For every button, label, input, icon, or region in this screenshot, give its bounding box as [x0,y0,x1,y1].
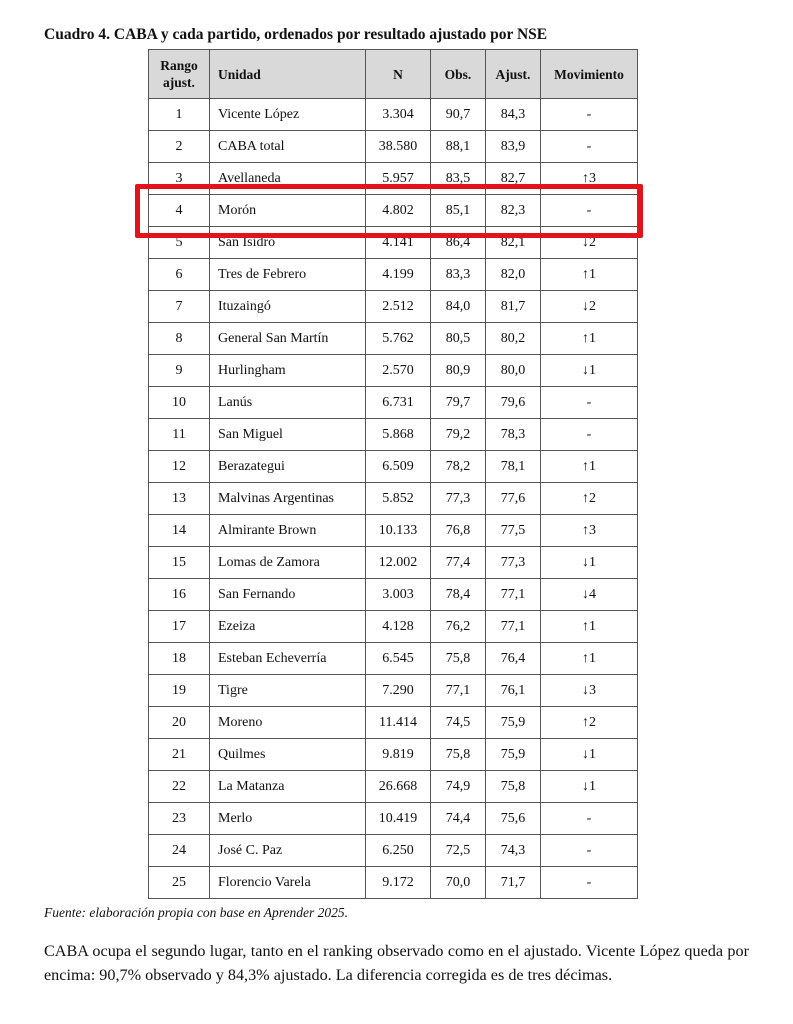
cell-move: ↑2 [541,707,638,739]
cell-adj: 78,3 [486,419,541,451]
cell-move: ↑1 [541,643,638,675]
table-row [149,739,638,771]
cell-adj: 78,1 [486,451,541,483]
cell-n: 10.133 [366,515,431,547]
cell-rank: 11 [149,419,210,451]
cell-move: ↑1 [541,259,638,291]
cell-n: 3.304 [366,99,431,131]
cell-adj: 82,7 [486,163,541,195]
table-row [149,259,638,291]
cell-obs: 90,7 [431,99,486,131]
table-row [149,675,638,707]
table-row [149,131,638,163]
header-adj: Ajust. [486,50,541,99]
cell-unit: Morón [210,195,366,227]
table-row [149,99,638,131]
cell-adj: 77,6 [486,483,541,515]
table-row [149,227,638,259]
cell-unit: San Fernando [210,579,366,611]
cell-n: 7.290 [366,675,431,707]
cell-move: ↑3 [541,515,638,547]
cell-unit: Lomas de Zamora [210,547,366,579]
cell-obs: 77,4 [431,547,486,579]
cell-rank: 16 [149,579,210,611]
table-row [149,355,638,387]
cell-n: 12.002 [366,547,431,579]
table-row [149,387,638,419]
cell-obs: 85,1 [431,195,486,227]
header-rank-line1: Rango [160,58,198,73]
table-row [149,195,638,227]
cell-move: ↑3 [541,163,638,195]
cell-unit: Hurlingham [210,355,366,387]
table-row [149,611,638,643]
cell-obs: 79,2 [431,419,486,451]
cell-obs: 70,0 [431,867,486,899]
cell-n: 9.819 [366,739,431,771]
cell-obs: 80,5 [431,323,486,355]
cell-adj: 74,3 [486,835,541,867]
cell-n: 9.172 [366,867,431,899]
cell-rank: 6 [149,259,210,291]
cell-adj: 77,1 [486,611,541,643]
cell-n: 5.868 [366,419,431,451]
cell-rank: 4 [149,195,210,227]
cell-obs: 78,2 [431,451,486,483]
cell-unit: Avellaneda [210,163,366,195]
cell-rank: 19 [149,675,210,707]
table-row [149,867,638,899]
cell-n: 6.731 [366,387,431,419]
cell-unit: José C. Paz [210,835,366,867]
cell-adj: 82,1 [486,227,541,259]
table-row [149,451,638,483]
table-row [149,419,638,451]
cell-move: ↓1 [541,771,638,803]
cell-n: 3.003 [366,579,431,611]
cell-move: ↓1 [541,547,638,579]
cell-obs: 77,1 [431,675,486,707]
cell-n: 4.199 [366,259,431,291]
cell-n: 5.957 [366,163,431,195]
cell-move: - [541,195,638,227]
cell-unit: Esteban Echeverría [210,643,366,675]
source-note: Fuente: elaboración propia con base en Aprender 2025. [44,905,348,920]
cell-rank: 5 [149,227,210,259]
cell-unit: Berazategui [210,451,366,483]
header-obs: Obs. [431,50,486,99]
table-row [149,515,638,547]
cell-adj: 75,9 [486,739,541,771]
cell-move: ↓3 [541,675,638,707]
cell-adj: 75,8 [486,771,541,803]
cell-rank: 14 [149,515,210,547]
header-rank-line2: ajust. [163,75,195,90]
cell-unit: Florencio Varela [210,867,366,899]
cell-obs: 74,4 [431,803,486,835]
cell-obs: 88,1 [431,131,486,163]
header-move: Movimiento [541,50,638,99]
cell-move: - [541,867,638,899]
cell-obs: 78,4 [431,579,486,611]
cell-unit: Almirante Brown [210,515,366,547]
cell-rank: 9 [149,355,210,387]
cell-obs: 86,4 [431,227,486,259]
cell-n: 26.668 [366,771,431,803]
cell-move: ↓2 [541,227,638,259]
cell-move: - [541,387,638,419]
cell-unit: Merlo [210,803,366,835]
cell-rank: 1 [149,99,210,131]
cell-obs: 83,5 [431,163,486,195]
cell-n: 10.419 [366,803,431,835]
table-row [149,579,638,611]
table-row [149,835,638,867]
cell-n: 6.545 [366,643,431,675]
cell-rank: 25 [149,867,210,899]
cell-rank: 13 [149,483,210,515]
cell-move: - [541,803,638,835]
cell-n: 11.414 [366,707,431,739]
cell-unit: CABA total [210,131,366,163]
cell-n: 2.570 [366,355,431,387]
table-row [149,323,638,355]
body-paragraph: CABA ocupa el segundo lugar, tanto en el ranking observado como en el ajustado. Vicente López queda por encima: 90,7% observado y 84,3% ajustado. La diferencia corregida es de tres décimas. [44,942,749,984]
cell-move: ↓4 [541,579,638,611]
cell-obs: 74,5 [431,707,486,739]
cell-rank: 22 [149,771,210,803]
cell-unit: San Miguel [210,419,366,451]
cell-unit: Tigre [210,675,366,707]
cell-unit: Moreno [210,707,366,739]
table-row [149,643,638,675]
table-row [149,707,638,739]
cell-unit: Tres de Febrero [210,259,366,291]
cell-obs: 72,5 [431,835,486,867]
cell-adj: 80,2 [486,323,541,355]
cell-move: ↑1 [541,323,638,355]
cell-rank: 15 [149,547,210,579]
cell-adj: 83,9 [486,131,541,163]
cell-obs: 75,8 [431,739,486,771]
cell-rank: 10 [149,387,210,419]
cell-obs: 77,3 [431,483,486,515]
cell-rank: 7 [149,291,210,323]
cell-obs: 84,0 [431,291,486,323]
header-unit: Unidad [210,50,366,99]
table-row [149,291,638,323]
cell-move: ↑1 [541,451,638,483]
cell-unit: General San Martín [210,323,366,355]
cell-n: 5.852 [366,483,431,515]
cell-move: - [541,835,638,867]
cell-obs: 76,8 [431,515,486,547]
cell-n: 6.509 [366,451,431,483]
cell-adj: 71,7 [486,867,541,899]
cell-rank: 8 [149,323,210,355]
cell-rank: 17 [149,611,210,643]
cell-rank: 2 [149,131,210,163]
cell-move: ↓1 [541,355,638,387]
cell-adj: 77,3 [486,547,541,579]
cell-adj: 75,9 [486,707,541,739]
cell-unit: Lanús [210,387,366,419]
cell-n: 5.762 [366,323,431,355]
cell-unit: Quilmes [210,739,366,771]
cell-adj: 76,1 [486,675,541,707]
cell-unit: La Matanza [210,771,366,803]
cell-rank: 23 [149,803,210,835]
cell-obs: 74,9 [431,771,486,803]
cell-rank: 20 [149,707,210,739]
cell-n: 4.141 [366,227,431,259]
cell-rank: 21 [149,739,210,771]
cell-adj: 84,3 [486,99,541,131]
cell-n: 2.512 [366,291,431,323]
cell-move: - [541,99,638,131]
cell-rank: 3 [149,163,210,195]
cell-n: 4.802 [366,195,431,227]
cell-unit: Malvinas Argentinas [210,483,366,515]
cell-adj: 77,5 [486,515,541,547]
cell-move: ↓1 [541,739,638,771]
cell-adj: 82,3 [486,195,541,227]
cell-move: ↑2 [541,483,638,515]
cell-move: ↓2 [541,291,638,323]
cell-adj: 76,4 [486,643,541,675]
cell-move: - [541,419,638,451]
table-row [149,803,638,835]
cell-move: ↑1 [541,611,638,643]
table-title: Cuadro 4. CABA y cada partido, ordenados por resultado ajustado por NSE [44,26,548,43]
cell-obs: 79,7 [431,387,486,419]
cell-obs: 75,8 [431,643,486,675]
cell-move: - [541,131,638,163]
cell-n: 6.250 [366,835,431,867]
cell-rank: 24 [149,835,210,867]
cell-adj: 77,1 [486,579,541,611]
cell-adj: 75,6 [486,803,541,835]
table-row [149,547,638,579]
table-row [149,771,638,803]
table-body [149,99,638,899]
table-row [149,483,638,515]
table-row [149,163,638,195]
cell-obs: 83,3 [431,259,486,291]
cell-n: 38.580 [366,131,431,163]
cell-rank: 18 [149,643,210,675]
cell-unit: San Isidro [210,227,366,259]
header-n: N [366,50,431,99]
cell-unit: Ituzaingó [210,291,366,323]
cell-adj: 82,0 [486,259,541,291]
ranking-table [148,49,638,899]
cell-obs: 76,2 [431,611,486,643]
cell-unit: Ezeiza [210,611,366,643]
cell-rank: 12 [149,451,210,483]
cell-obs: 80,9 [431,355,486,387]
cell-adj: 80,0 [486,355,541,387]
header-rank [149,50,210,99]
cell-adj: 79,6 [486,387,541,419]
cell-n: 4.128 [366,611,431,643]
cell-adj: 81,7 [486,291,541,323]
cell-unit: Vicente López [210,99,366,131]
table-header-row [149,50,638,99]
